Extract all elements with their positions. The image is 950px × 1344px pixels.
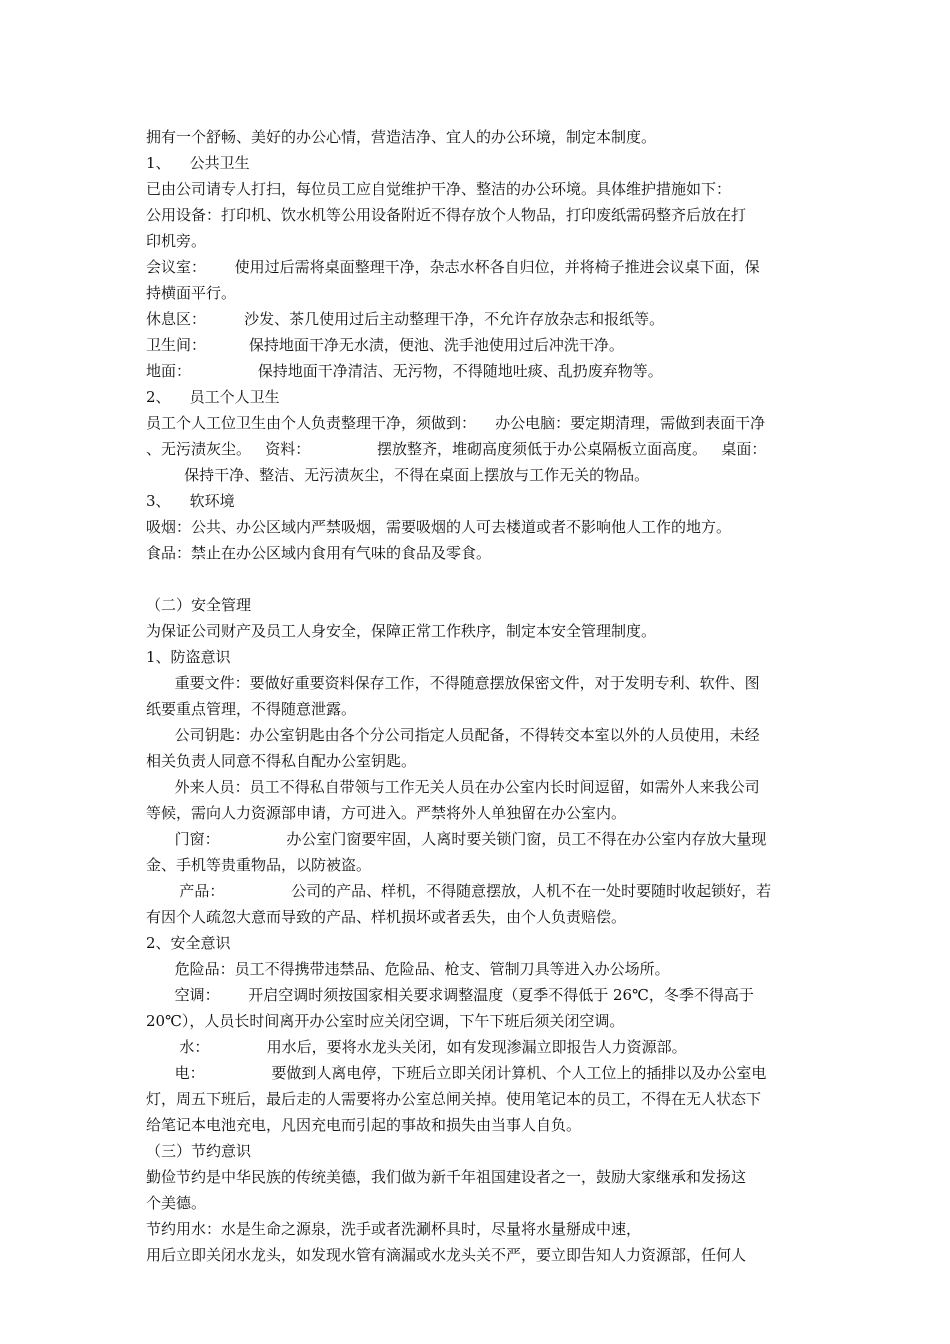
document-body [146,124,810,1268]
text-line: 食品：禁止在办公区域内食用有气味的食品及零食。 [146,544,492,562]
text-line: 、无污渍灰尘。 资料： 摆放整齐，堆砌高度须低于办公桌隔板立面高度。 桌面： [146,440,767,458]
text-line: 休息区： 沙发、茶几使用过后主动整理干净，不允许存放杂志和报纸等。 [146,310,665,328]
text-line: 2、安全意识 [146,934,231,952]
text-line: （二）安全管理 [146,596,252,614]
text-line: 会议室： 使用过后需将桌面整理干净，杂志水杯各自归位，并将椅子推进会议桌下面，保 [146,258,760,276]
text-line: 印机旁。 [146,232,207,250]
text-line: 给笔记本电池充电，凡因充电而引起的事故和损失由当事人自负。 [146,1116,582,1134]
text-line: 纸要重点管理，不得随意泄露。 [146,700,357,718]
text-line: 重要文件：要做好重要资料保存工作，不得随意摆放保密文件，对于发明专利、软件、图 [146,674,760,692]
text-line: 有因个人疏忽大意而导致的产品、样机损坏或者丢失，由个人负责赔偿。 [146,908,627,926]
text-line: 用后立即关闭水龙头，如发现水管有滴漏或水龙头关不严，要立即告知人力资源部，任何人 [146,1246,747,1264]
text-line: 公司钥匙：办公室钥匙由各个分公司指定人员配备，不得转交本室以外的人员使用，未经 [146,726,760,744]
text-line: 地面： 保持地面干净清洁、无污物，不得随地吐痰、乱扔废弃物等。 [146,362,663,380]
text-line: 金、手机等贵重物品，以防被盗。 [146,856,372,874]
text-line: 员工个人工位卫生由个人负责整理干净，须做到： 办公电脑：要定期清理，需做到表面干净 [146,414,766,432]
text-line: 个美德。 [146,1194,207,1212]
text-line: 等候，需向人力资源部申请，方可进入。严禁将外人单独留在办公室内。 [146,804,627,822]
text-line: 保持干净、整洁、无污渍灰尘，不得在桌面上摆放与工作无关的物品。 [146,466,650,484]
text-line: 危险品：员工不得携带违禁品、危险品、枪支、管制刀具等进入办公场所。 [146,960,670,978]
text-line: 空调： 开启空调时须按国家相关要求调整温度（夏季不得低于 26℃，冬季不得高于 [146,986,754,1004]
text-line: 灯，周五下班后，最后走的人需要将办公室总闸关掉。使用笔记本的员工，不得在无人状态下 [146,1090,762,1108]
text-line: 电： 要做到人离电停，下班后立即关闭计算机、个人工位上的插排以及办公室电 [146,1064,767,1082]
text-line: 节约用水：水是生命之源泉，洗手或者洗涮杯具时，尽量将水量掰成中速， [146,1220,642,1238]
text-line: 吸烟：公共、办公区域内严禁吸烟，需要吸烟的人可去楼道或者不影响他人工作的地方。 [146,518,732,536]
text-line: （三）节约意识 [146,1142,252,1160]
blank-line [146,566,810,592]
text-line: 持横面平行。 [146,284,237,302]
text-line: 20℃），人员长时间离开办公室时应关闭空调，下午下班后须关闭空调。 [146,1012,625,1030]
text-line: 门窗： 办公室门窗要牢固，人离时要关锁门窗，员工不得在办公室内存放大量现 [146,830,767,848]
text-line: 卫生间： 保持地面干净无水渍，便池、洗手池使用过后冲洗干净。 [146,336,624,354]
text-line: 外来人员：员工不得私自带领与工作无关人员在办公室内长时间逗留，如需外人来我公司 [146,778,760,796]
text-line: 相关负责人同意不得私自配办公室钥匙。 [146,752,417,770]
text-line: 公用设备：打印机、饮水机等公用设备附近不得存放个人物品，打印废纸需码整齐后放在打 [146,206,747,224]
text-line: 已由公司请专人打扫，每位员工应自觉维护干净、整洁的办公环境。具体维护措施如下： [146,180,732,198]
text-line: 3、 软环境 [146,492,235,510]
text-line: 为保证公司财产及员工人身安全，保障正常工作秩序，制定本安全管理制度。 [146,622,657,640]
text-line: 勤俭节约是中华民族的传统美德，我们做为新千年祖国建设者之一，鼓励大家继承和发扬这 [146,1168,747,1186]
text-line: 产品： 公司的产品、样机，不得随意摆放，人机不在一处时要随时收起锁好，若 [146,882,772,900]
text-line: 1、 公共卫生 [146,154,250,172]
text-line: 拥有一个舒畅、美好的办公心情，营造洁净、宜人的办公环境，制定本制度。 [146,128,657,146]
text-line: 2、 员工个人卫生 [146,388,280,406]
text-line: 水： 用水后，要将水龙头关闭，如有发现渗漏立即报告人力资源部。 [146,1038,687,1056]
text-line: 1、防盗意识 [146,648,231,666]
